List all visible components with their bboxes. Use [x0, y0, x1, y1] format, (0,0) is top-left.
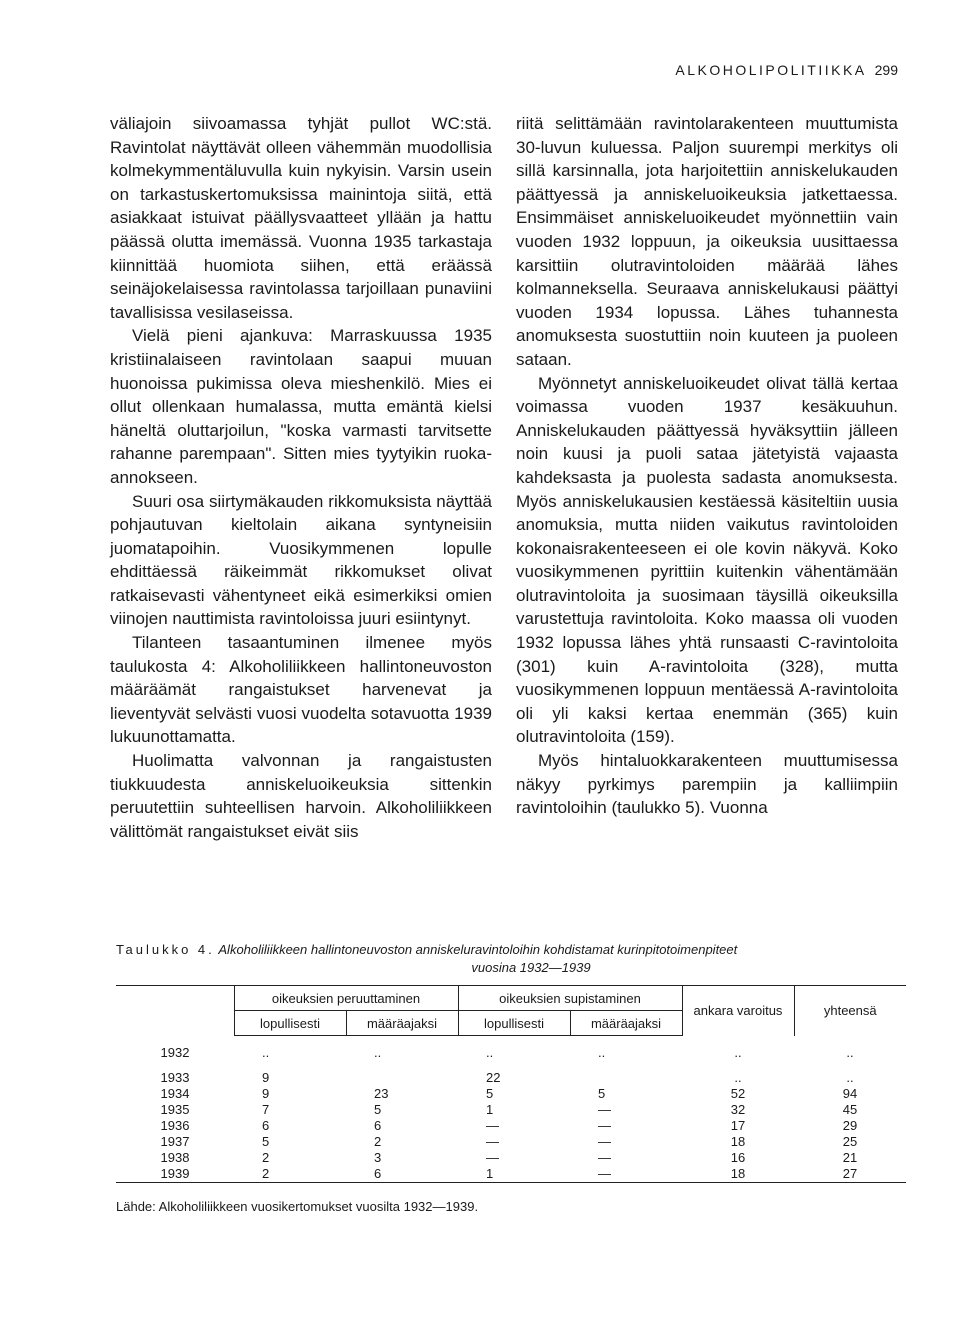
cell: —: [598, 1134, 611, 1149]
cell: 18: [682, 1166, 794, 1183]
cell: 25: [842, 1134, 858, 1149]
cell: [346, 1070, 458, 1086]
paragraph: Vielä pieni ajankuva: Marraskuussa 1935 kristiinalaiseen ravintolaan saapui muuan huonoissa pukimissa oleva mieshenkilö. Mies ei ollut ollenkaan humalassa, mutta emäntä kielsi häneltä oluttarjoilun, "koska varmasti tarvitsette rahanne parempaan". Sitten mies tyytyikin ruoka-annokseen.: [110, 326, 492, 487]
cell: —: [486, 1134, 499, 1149]
table-title: Alkoholiliikkeen hallintoneuvoston anniskeluravintoloihin kohdistamat kurinpitotoimenpiteet: [218, 942, 738, 957]
cell: ..: [598, 1045, 606, 1060]
cell: —: [598, 1118, 611, 1133]
cell: 2: [262, 1150, 270, 1165]
cell: —: [486, 1118, 499, 1133]
cell: 16: [730, 1150, 746, 1165]
cell: [570, 1070, 682, 1086]
cell: ..: [486, 1045, 494, 1060]
cell: 18: [730, 1134, 746, 1149]
sub-header: määräajaksi: [570, 1011, 682, 1036]
cell: 9: [262, 1070, 270, 1085]
cell: —: [598, 1150, 611, 1165]
year-cell: 1939: [116, 1166, 234, 1183]
cell: 6: [346, 1166, 458, 1183]
group-header-restrict: oikeuksien supistaminen: [458, 986, 682, 1011]
paragraph: Myös hintaluokkarakenteen muuttumisessa näkyy pyrkimys parempiin ja kalliimpiin ravintoloihin (taulukko 5). Vuonna: [516, 751, 898, 818]
paragraph: väliajoin siivoamassa tyhjät pullot WC:stä. Ravintolat näyttävät olleen vähemmän muodollisia kolmekymmentäluvulla kuin nykyisin. Varsin usein on tarkastuskertomuksissa mainintoja siitä, että asiakkaat istuivat päällysvaatteet yllään ja hattu päässä olutta imemässä. Vuonna 1935 tarkastaja kiinnittää huomiota siihen, että eräässä seinäjokelaisessa ravintolassa tarjoillaan punaviini tavallisissa vesilaseissa.: [110, 114, 492, 322]
cell: 5: [262, 1134, 270, 1149]
cell: 5: [598, 1086, 606, 1101]
cell: —: [598, 1102, 611, 1117]
running-head: [675, 62, 898, 78]
cell: 32: [730, 1102, 746, 1117]
cell: —: [570, 1166, 682, 1183]
cell: 6: [374, 1118, 382, 1133]
group-header-revoke: oikeuksien peruuttaminen: [234, 986, 458, 1011]
table-row: [116, 1150, 906, 1166]
cell: ..: [846, 1070, 854, 1085]
year-cell: 1937: [160, 1134, 190, 1149]
table-caption: [116, 941, 906, 977]
cell: 7: [262, 1102, 270, 1117]
paragraph: Myönnetyt anniskeluoikeudet olivat tällä kertaa voimassa vuoden 1937 kesäkuuhun. Anniskelukauden päättyessä hyväksyttiin jälleen noin kuusi ja puoli sataa jätetyistä vajaasta kahdeksasta ja puolesta sadasta anomuksesta. Myös anniskelukausien kestäessä käsiteltiin uusia anomuksia, mutta niiden vaikutus ravintoloiden kokonaisrakenteeseen ei ole kovin näkyvä. Koko vuosikymmenen pyrittiin kuitenkin vähentämään olutravintoloita ja suosimaan täysillä oikeuksilla varustettuja ravintoloita. Koko maassa oli vuoden 1932 lopussa lähes yhtä runsaasti C-ravintoloita (301) kuin A-ravintoloita (328), mutta vuosikymmenen loppuun mentäessä A-ravintoloita oli yli kaksi kertaa enemmän (365) kuin olutravintoloita (159).: [516, 373, 898, 747]
sub-header: lopullisesti: [234, 1011, 346, 1036]
header-ankara: ankara varoitus: [682, 986, 794, 1036]
cell: 23: [374, 1086, 389, 1101]
cell: 6: [262, 1118, 270, 1133]
year-cell: 1936: [160, 1118, 190, 1133]
cell: 1: [458, 1166, 570, 1183]
year-cell: 1938: [160, 1150, 190, 1165]
sub-header: määräajaksi: [346, 1011, 458, 1036]
cell: ..: [734, 1070, 742, 1085]
cell: 21: [842, 1150, 858, 1165]
table-row: [116, 1118, 906, 1134]
table-row: [116, 1166, 906, 1183]
cell: 3: [374, 1150, 382, 1165]
cell: 2: [374, 1134, 382, 1149]
table-title-years: vuosina 1932—1939: [471, 960, 591, 975]
year-cell: 1934: [160, 1086, 190, 1101]
table-row: [116, 1036, 906, 1071]
cell: 5: [374, 1102, 382, 1117]
paragraph: riitä selittämään ravintolarakenteen muuttumista 30-luvun kuluessa. Paljon suurempi merkitys oli sillä karsinnalla, jota harjoitettiin anniskelukauden päättyessä ja anniskeluoikeuksia jatkettaessa. Ensimmäiset anniskeluoikeudet myönnettiin vain vuoden 1932 loppuun, ja oikeuksia uusittaessa karsittiin olutravintoloiden määrää lähes kolmanneksella. Seuraava anniskelukausi päättyi vuoden 1934 lopussa. Lähes tuhannesta anomuksesta suostuttiin noin kuuteen ja puoleen sataan.: [516, 114, 898, 369]
cell: ..: [846, 1044, 854, 1060]
table-label: Taulukko 4.: [116, 942, 215, 957]
running-title: ALKOHOLIPOLITIIKKA: [675, 62, 867, 78]
discipline-table: [116, 985, 906, 1183]
cell: 9: [262, 1086, 270, 1101]
left-column: [110, 112, 492, 843]
paragraph: Tilanteen tasaantuminen ilmenee myös taulukosta 4: Alkoholiliikkeen hallintoneuvoston määräämät rangaistukset harvenevat ja lieventyvät selvästi vuosi vuodelta sotavuotta 1939 lukuunottamatta.: [110, 633, 492, 747]
header-total: yhteensä: [794, 986, 906, 1036]
cell: 22: [486, 1070, 501, 1085]
cell: 2: [234, 1166, 346, 1183]
cell: 94: [842, 1086, 858, 1101]
cell: ..: [374, 1045, 382, 1060]
page-number: 299: [874, 62, 898, 78]
cell: 1: [486, 1102, 494, 1117]
paragraph: Huolimatta valvonnan ja rangaistusten tiukkuudesta anniskeluoikeuksia sittenkin peruutettiin suhteellisen harvoin. Alkoholiliikkeen välittömät rangaistukset eivät siis: [110, 751, 492, 841]
right-column: [516, 112, 898, 820]
cell: 52: [730, 1086, 746, 1101]
cell: 45: [842, 1102, 858, 1117]
cell: —: [486, 1150, 499, 1165]
year-cell: 1933: [160, 1070, 190, 1085]
sub-header: lopullisesti: [458, 1011, 570, 1036]
cell: ..: [734, 1044, 742, 1060]
cell: 27: [794, 1166, 906, 1183]
cell: ..: [262, 1045, 270, 1060]
table-row: [116, 1070, 906, 1086]
cell: 29: [842, 1118, 858, 1133]
year-header: [116, 986, 234, 1036]
year-cell: 1935: [160, 1102, 190, 1117]
table-row: [116, 1086, 906, 1102]
source-note: Lähde: Alkoholiliikkeen vuosikertomukset vuosilta 1932—1939.: [116, 1199, 479, 1214]
cell: 5: [486, 1086, 494, 1101]
table-row: [116, 1134, 906, 1150]
year-cell: 1932: [160, 1044, 190, 1060]
paragraph: Suuri osa siirtymäkauden rikkomuksista näyttää pohjautuvan kieltolain aikana syntyneisiin juomatapoihin. Vuosikymmenen lopulle ehdittäessä räikeimmät rikkomukset olivat ratkaisevasti vähentyneet eikä esimerkiksi omien viinojen nauttimista ravintoloissa juuri esiintynyt.: [110, 491, 492, 629]
table-row: [116, 1102, 906, 1118]
cell: 17: [730, 1118, 746, 1133]
